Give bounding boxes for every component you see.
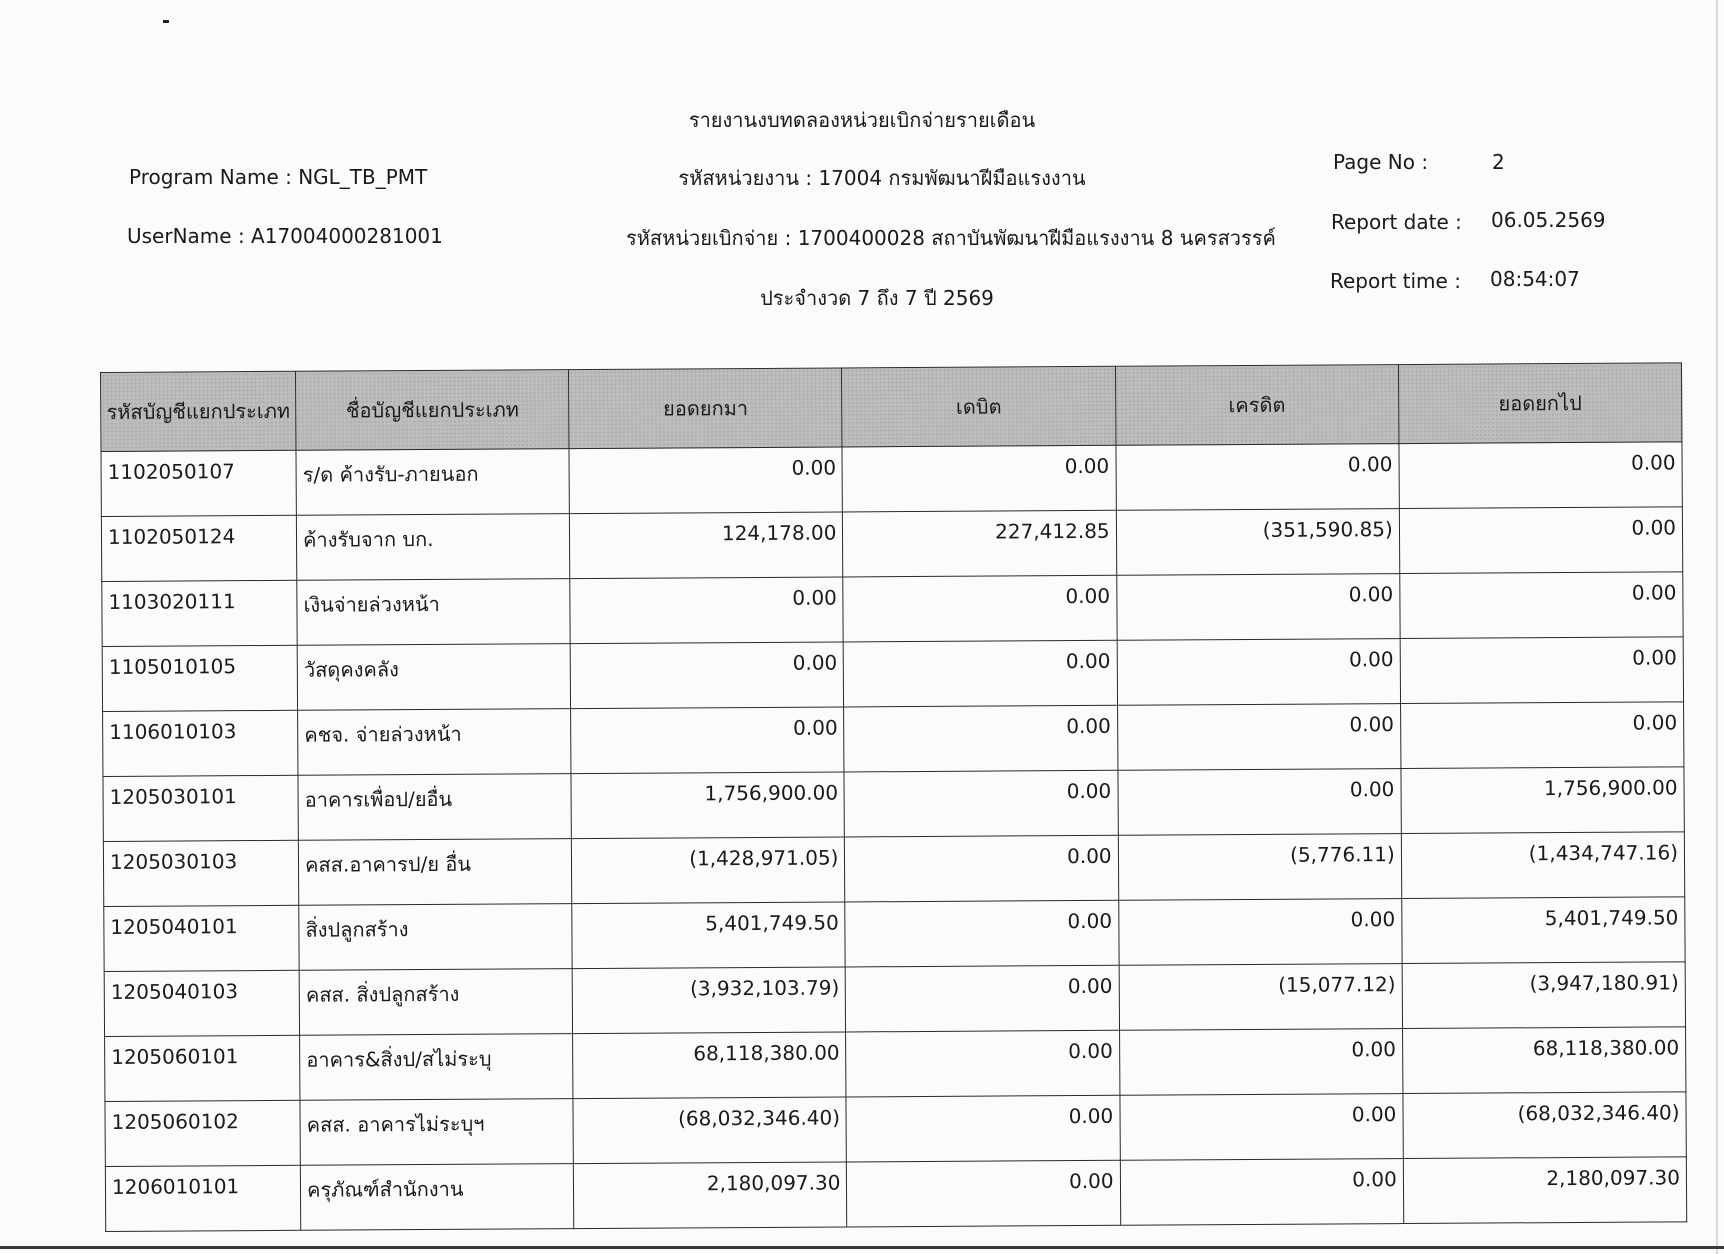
opening-balance: 124,178.00 — [570, 512, 844, 579]
header-row — [101, 363, 1682, 452]
credit: 0.00 — [1117, 639, 1401, 706]
user-name: UserName : A17004000281001 — [127, 224, 443, 248]
table-row — [103, 832, 1684, 907]
table-row — [103, 767, 1684, 842]
opening-balance: 1,756,900.00 — [571, 772, 845, 839]
report-title: รายงานงบทดลองหน่วยเบิกจ่ายรายเดือน — [688, 108, 1036, 132]
closing-balance: 2,180,097.30 — [1403, 1157, 1687, 1224]
account-name: วัสดุคงคลัง — [297, 644, 571, 711]
credit: 0.00 — [1120, 1094, 1404, 1161]
account-code: 1206010101 — [105, 1165, 301, 1231]
closing-balance: 0.00 — [1399, 507, 1683, 574]
header-credit: เครดิต — [1115, 365, 1399, 446]
account-code: 1103020111 — [102, 580, 298, 646]
account-name: อาคาร&สิ่งป/สไม่ระบุ — [300, 1034, 574, 1101]
credit: 0.00 — [1120, 1159, 1404, 1226]
trial-balance-table — [100, 362, 1687, 1232]
account-name: คชจ. จ่ายล่วงหน้า — [298, 709, 572, 776]
account-name: เงินจ่ายล่วงหน้า — [297, 579, 571, 646]
debit: 0.00 — [845, 900, 1119, 967]
credit: 0.00 — [1118, 899, 1402, 966]
table-row — [105, 1092, 1686, 1167]
header-opening-balance: ยอดยกมา — [569, 368, 843, 449]
debit: 227,412.85 — [843, 510, 1117, 577]
page-no-value: 2 — [1492, 150, 1505, 174]
header-closing-balance: ยอดยกไป — [1398, 363, 1682, 444]
disbursing-unit-line: รหัสหน่วยเบิกจ่าย : 1700400028 สถาบันพัฒนาฝีมือแรงงาน 8 นครสวรรค์ — [626, 226, 1276, 250]
table-row — [103, 702, 1684, 777]
account-name: คสส. สิ่งปลูกสร้าง — [299, 969, 573, 1036]
account-code: 1102050124 — [101, 515, 297, 581]
debit: 0.00 — [844, 770, 1118, 837]
credit: 0.00 — [1116, 574, 1400, 641]
debit: 0.00 — [842, 445, 1116, 512]
credit: (5,776.11) — [1118, 834, 1402, 901]
debit: 0.00 — [843, 575, 1117, 642]
table-row — [104, 897, 1685, 972]
period-line: ประจำงวด 7 ถึง 7 ปี 2569 — [760, 286, 994, 310]
table-row — [105, 1157, 1686, 1232]
account-name: คสส.อาคารป/ย อื่น — [298, 839, 572, 906]
account-name: ครุภัณฑ์สำนักงาน — [300, 1164, 574, 1231]
debit: 0.00 — [844, 640, 1118, 707]
credit: 0.00 — [1119, 1029, 1403, 1096]
closing-balance: 0.00 — [1399, 442, 1683, 509]
account-name: อาคารเพื่อป/ยอื่น — [298, 774, 572, 841]
header-account-name: ชื่อบัญชีแยกประเภท — [296, 370, 570, 451]
debit: 0.00 — [845, 835, 1119, 902]
opening-balance: 0.00 — [570, 577, 844, 644]
closing-balance: 68,118,380.00 — [1402, 1027, 1686, 1094]
account-code: 1205060102 — [105, 1100, 301, 1166]
opening-balance: 0.00 — [570, 642, 844, 709]
closing-balance: (1,434,747.16) — [1401, 832, 1685, 899]
account-code: 1106010103 — [103, 710, 299, 776]
credit: (15,077.12) — [1119, 964, 1403, 1031]
agency-line: รหัสหน่วยงาน : 17004 กรมพัฒนาฝีมือแรงงาน — [678, 166, 1086, 190]
report-time-label: Report time : — [1330, 269, 1461, 293]
opening-balance: (68,032,346.40) — [573, 1097, 847, 1164]
credit: 0.00 — [1117, 704, 1401, 771]
closing-balance: (68,032,346.40) — [1403, 1092, 1687, 1159]
debit: 0.00 — [846, 1030, 1120, 1097]
opening-balance: (3,932,103.79) — [572, 967, 846, 1034]
scan-bottom-edge — [0, 1246, 1724, 1249]
opening-balance: 2,180,097.30 — [574, 1162, 848, 1229]
account-code: 1205040101 — [104, 905, 300, 971]
credit: 0.00 — [1118, 769, 1402, 836]
account-code: 1105010105 — [102, 645, 298, 711]
closing-balance: 0.00 — [1400, 637, 1684, 704]
table-row — [105, 1027, 1686, 1102]
page-no-label: Page No : — [1333, 150, 1429, 174]
credit: 0.00 — [1116, 444, 1400, 511]
debit: 0.00 — [844, 705, 1118, 772]
account-code: 1205030101 — [103, 775, 299, 841]
account-code: 1205040103 — [104, 970, 300, 1036]
closing-balance: 0.00 — [1400, 702, 1684, 769]
debit: 0.00 — [846, 965, 1120, 1032]
opening-balance: 68,118,380.00 — [573, 1032, 847, 1099]
opening-balance: 0.00 — [569, 447, 843, 514]
opening-balance: (1,428,971.05) — [572, 837, 846, 904]
debit: 0.00 — [847, 1160, 1121, 1227]
account-code: 1205030103 — [103, 840, 299, 906]
report-time-value: 08:54:07 — [1490, 267, 1580, 291]
debit: 0.00 — [846, 1095, 1120, 1162]
closing-balance: 1,756,900.00 — [1401, 767, 1685, 834]
table-row — [102, 572, 1683, 647]
table-row — [104, 962, 1685, 1037]
closing-balance: 0.00 — [1400, 572, 1684, 639]
header-debit: เดบิต — [842, 366, 1116, 447]
account-code: 1102050107 — [101, 450, 297, 516]
credit: (351,590.85) — [1116, 509, 1400, 576]
table-row — [101, 442, 1682, 517]
program-name: Program Name : NGL_TB_PMT — [129, 165, 428, 189]
header-account-code: รหัสบัญชีแยกประเภท — [101, 371, 297, 451]
account-name: สิ่งปลูกสร้าง — [299, 904, 573, 971]
closing-balance: (3,947,180.91) — [1402, 962, 1686, 1029]
report-date-label: Report date : — [1331, 210, 1462, 234]
opening-balance: 5,401,749.50 — [572, 902, 846, 969]
opening-balance: 0.00 — [571, 707, 845, 774]
table-row — [101, 507, 1682, 582]
account-name: ร/ด ค้างรับ-ภายนอก — [296, 449, 570, 516]
closing-balance: 5,401,749.50 — [1402, 897, 1686, 964]
account-name: ค้างรับจาก บก. — [296, 514, 570, 581]
report-date-value: 06.05.2569 — [1491, 208, 1606, 232]
table-row — [102, 637, 1683, 712]
account-code: 1205060101 — [105, 1035, 301, 1101]
account-name: คสส. อาคารไม่ระบุฯ — [300, 1099, 574, 1166]
scan-speck — [163, 20, 169, 23]
